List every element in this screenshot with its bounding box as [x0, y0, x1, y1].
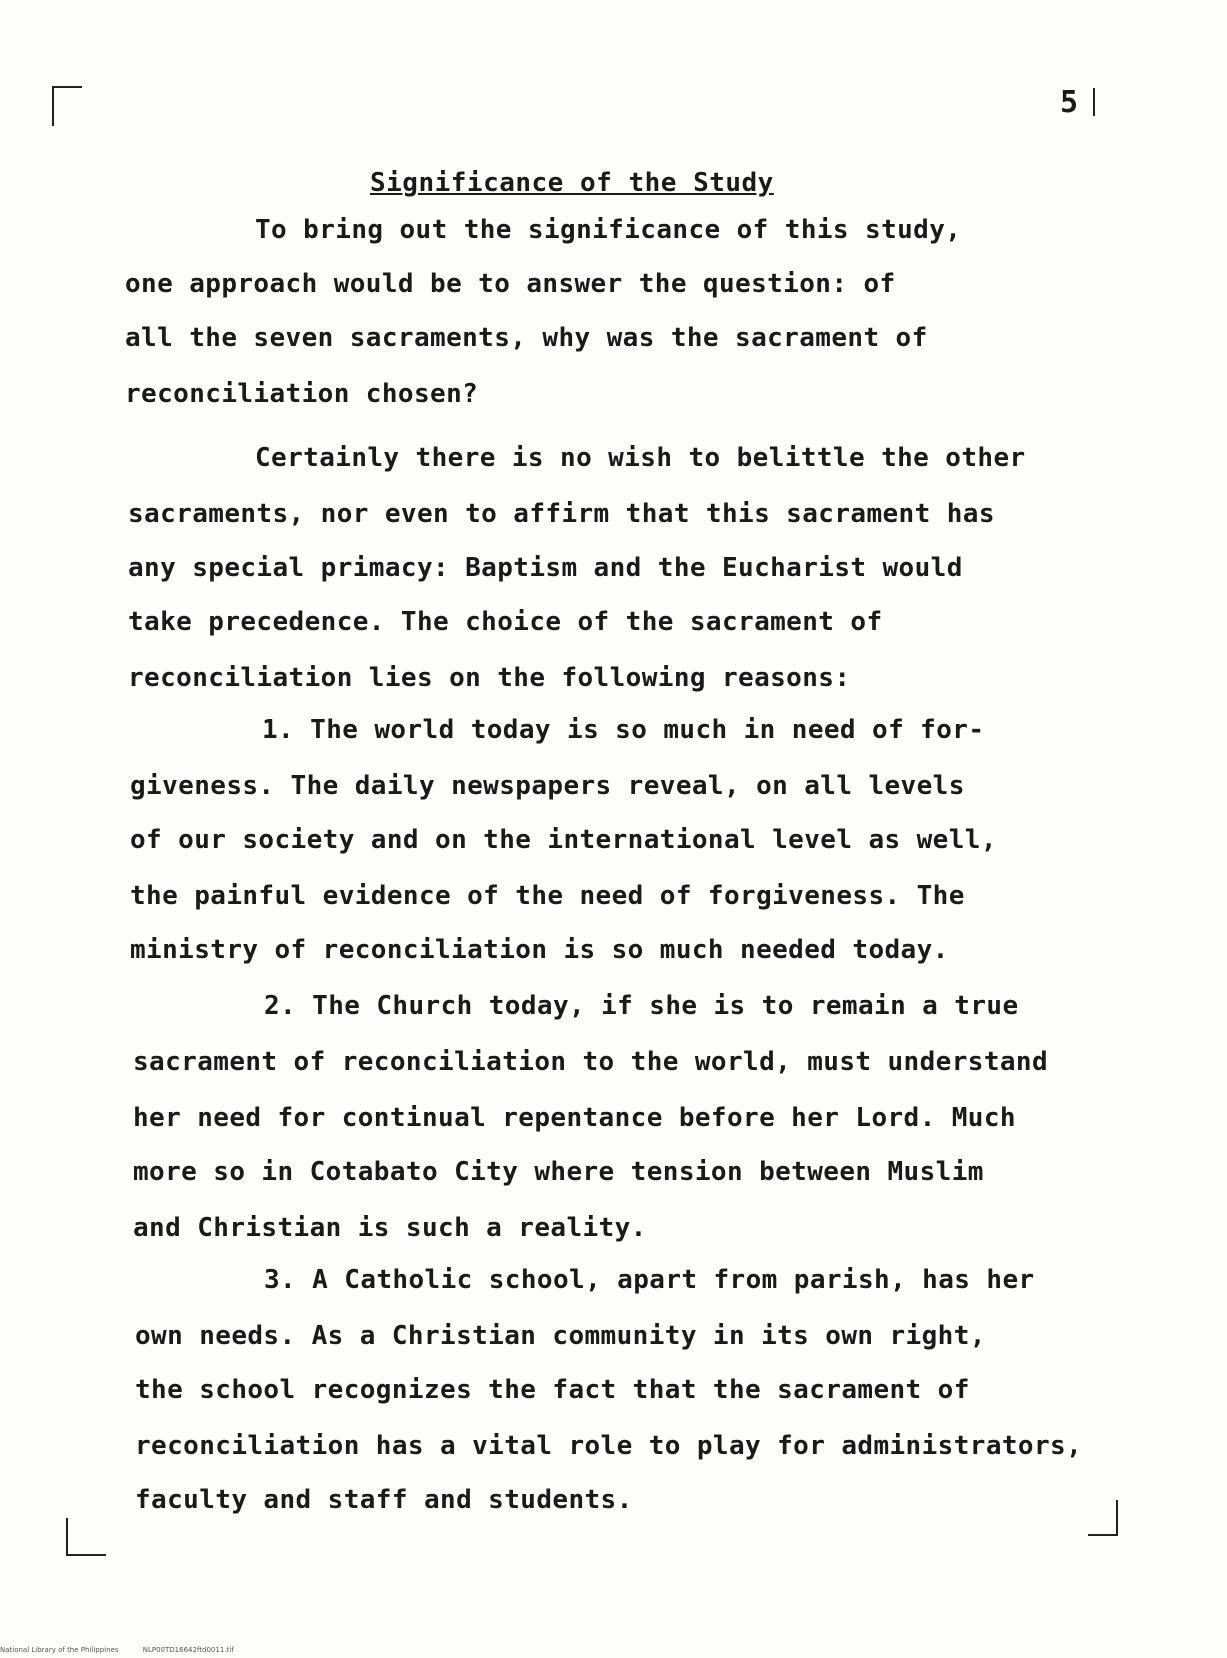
text-line: take precedence. The choice of the sacrament of	[128, 607, 883, 637]
text-line: more so in Cotabato City where tension between Muslim	[133, 1157, 984, 1187]
text-line: own needs. As a Christian community in its own right,	[135, 1321, 986, 1351]
page-number: 5	[1060, 85, 1079, 120]
text-line: To bring out the significance of this study,	[255, 215, 962, 245]
crop-mark-bottom-right	[1088, 1500, 1118, 1536]
section-heading: Significance of the Study	[370, 168, 774, 198]
footer-library: National Library of the Philippines	[0, 1646, 119, 1654]
text-line: sacrament of reconciliation to the world, must understand	[133, 1047, 1049, 1077]
text-line: sacraments, nor even to affirm that this sacrament has	[128, 499, 995, 529]
crop-mark-top-left	[52, 86, 82, 126]
text-line: of our society and on the international level as well,	[130, 825, 997, 855]
text-line: any special primacy: Baptism and the Eucharist would	[128, 553, 963, 583]
text-line: faculty and staff and students.	[135, 1485, 633, 1515]
text-line: giveness. The daily newspapers reveal, on all levels	[130, 771, 965, 801]
text-line: reconciliation chosen?	[125, 379, 479, 409]
text-line: reconciliation lies on the following reasons:	[128, 663, 851, 693]
text-line: 1. The world today is so much in need of for-	[262, 715, 985, 745]
text-line: her need for continual repentance before her Lord. Much	[133, 1103, 1016, 1133]
footer-file: NLP00TD16642ftd0011.tif	[142, 1646, 234, 1654]
text-line: 3. A Catholic school, apart from parish, has her	[264, 1265, 1035, 1295]
text-line: one approach would be to answer the question: of	[125, 269, 896, 299]
text-line: all the seven sacraments, why was the sacrament of	[125, 323, 928, 353]
text-line: the painful evidence of the need of forgiveness. The	[130, 881, 965, 911]
text-line: ministry of reconciliation is so much needed today.	[130, 935, 949, 965]
text-line: the school recognizes the fact that the sacrament of	[135, 1375, 970, 1405]
crop-mark-bottom-left	[66, 1518, 106, 1556]
crop-mark-top-right	[1093, 88, 1095, 116]
text-line: 2. The Church today, if she is to remain a true	[264, 991, 1019, 1021]
text-line: and Christian is such a reality.	[133, 1213, 647, 1243]
text-line: Certainly there is no wish to belittle the other	[255, 443, 1026, 473]
text-line: reconciliation has a vital role to play for administrators,	[135, 1431, 1083, 1461]
scan-footer	[0, 1646, 256, 1654]
